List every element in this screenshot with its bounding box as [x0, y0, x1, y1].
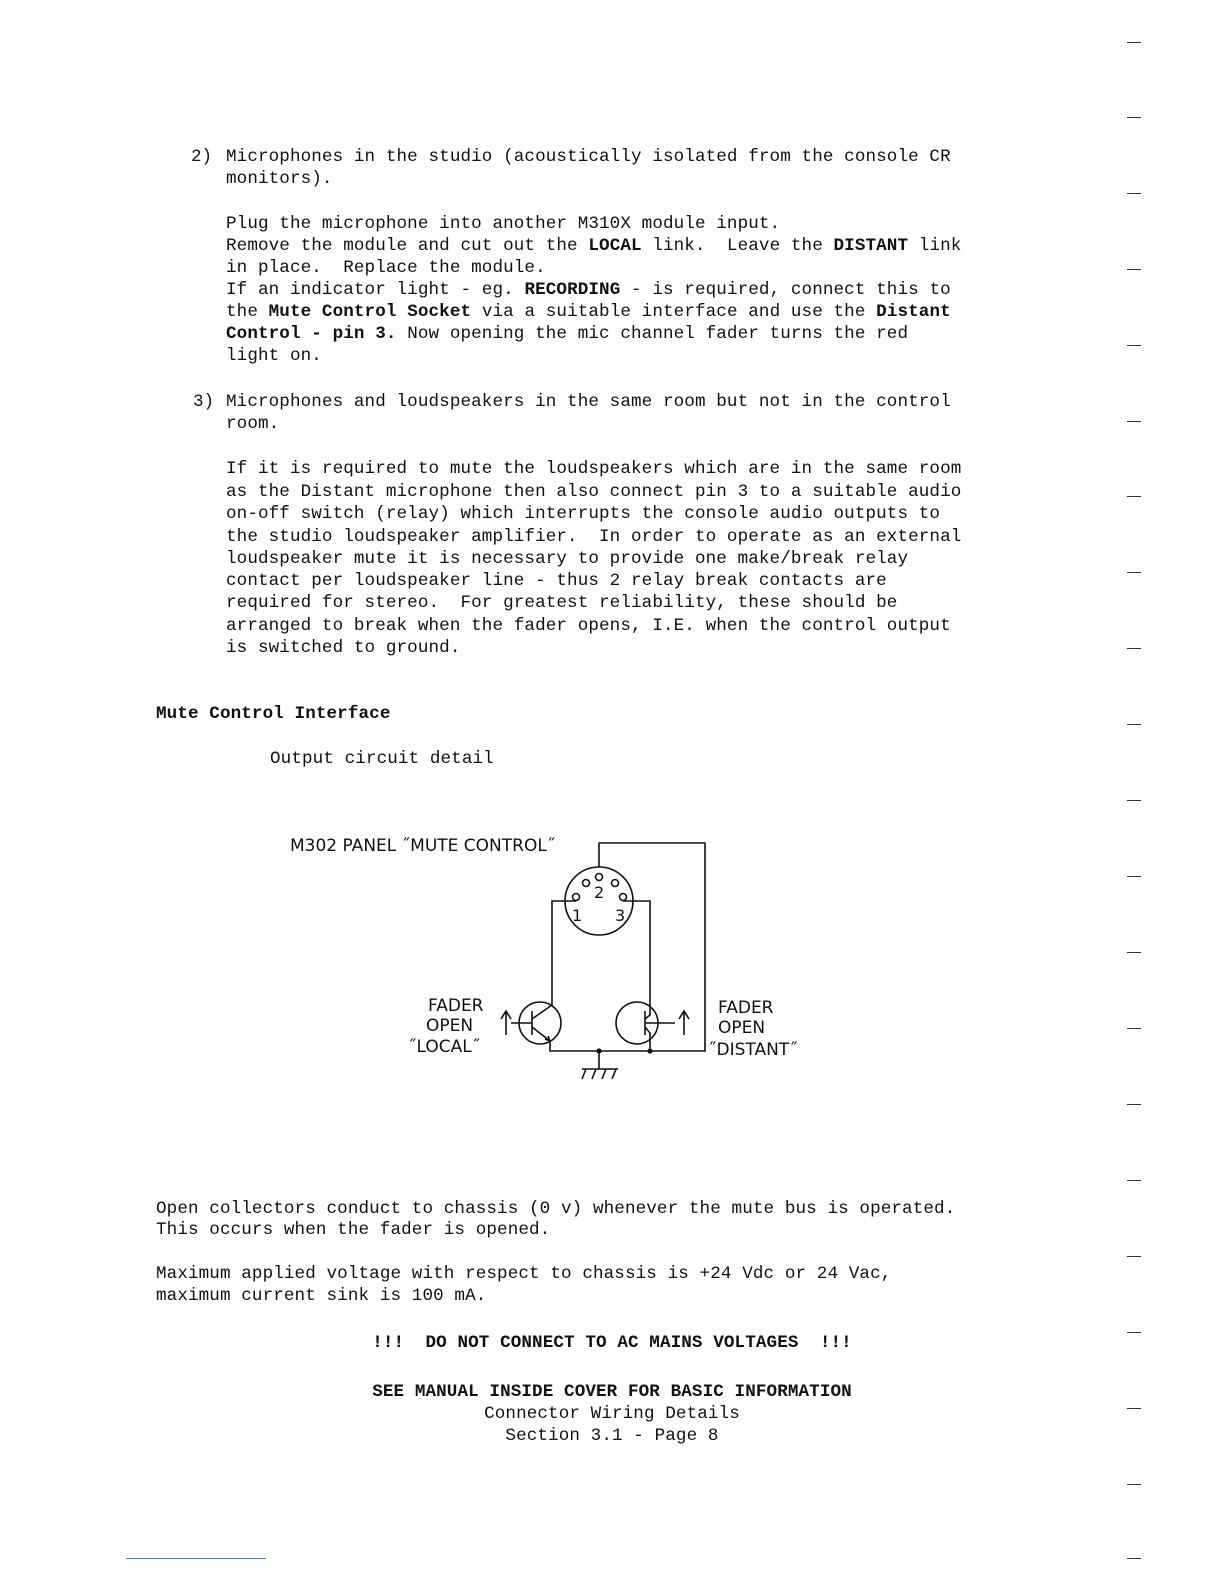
section-3-heading-line-2: room.	[226, 414, 280, 434]
arrow-local	[501, 1011, 511, 1035]
arrow-distant	[679, 1011, 689, 1035]
margin-mark	[1127, 876, 1141, 877]
margin-mark	[1127, 648, 1141, 649]
distant-label-line-2: OPEN	[718, 1018, 766, 1038]
margin-mark	[1127, 1256, 1141, 1257]
note-2-line-1: Maximum applied voltage with respect to chassis is +24 Vdc or 24 Vac,	[156, 1264, 892, 1284]
panel-label: M302 PANEL ˝MUTE CONTROL˝	[290, 836, 556, 856]
section-3-body-line-3: on-off switch (relay) which interrupts the console audio outputs to	[226, 504, 941, 524]
margin-mark	[1127, 193, 1141, 194]
section-3-body-line-8: arranged to break when the fader opens, I.E. when the control output	[226, 616, 951, 636]
margin-mark	[1127, 1408, 1141, 1409]
section-3-heading-line-1: Microphones and loudspeakers in the same room but not in the control	[226, 392, 951, 412]
section-2-body-line-3: in place. Replace the module.	[226, 258, 546, 278]
margin-mark	[1127, 800, 1141, 801]
margin-mark	[1127, 1332, 1141, 1333]
note-1-line-2: This occurs when the fader is opened.	[156, 1220, 551, 1240]
margin-mark	[1127, 724, 1141, 725]
section-2-body-line-5: the Mute Control Socket via a suitable interface and use the Distant	[226, 302, 951, 322]
section-2-body-line-7: light on.	[226, 346, 322, 366]
pin-2-wire	[599, 843, 705, 1047]
margin-mark	[1127, 42, 1141, 43]
local-label-line-1: FADER	[428, 996, 484, 1016]
pin-1-label: 1	[572, 906, 583, 925]
footer-line-2: Connector Wiring Details	[484, 1404, 740, 1424]
section-2-body-line-6: Control - pin 3. Now opening the mic channel fader turns the red	[226, 324, 909, 344]
distant-label-line-1: FADER	[718, 998, 774, 1018]
section-2-body-line-1: Plug the microphone into another M310X module input.	[226, 214, 781, 234]
margin-mark	[1127, 1180, 1141, 1181]
distant-label-line-3: ˝DISTANT˝	[708, 1040, 798, 1060]
ground-symbol	[582, 1051, 618, 1079]
local-label-line-2: OPEN	[426, 1016, 474, 1036]
pin-hole-top-right	[612, 880, 619, 887]
section-2-heading-line-1: Microphones in the studio (acoustically isolated from the console CR	[226, 147, 951, 167]
margin-mark	[1127, 1484, 1141, 1485]
margin-mark	[1127, 117, 1141, 118]
local-label-line-3: ˝LOCAL˝	[408, 1037, 481, 1057]
margin-mark	[1127, 1558, 1141, 1559]
footer-line-1: SEE MANUAL INSIDE COVER FOR BASIC INFORMATION	[372, 1382, 852, 1402]
margin-mark	[1127, 1028, 1141, 1029]
margin-mark	[1127, 572, 1141, 573]
section-3-body-line-6: contact per loudspeaker line - thus 2 relay break contacts are	[226, 571, 887, 591]
section-3-body-line-2: as the Distant microphone then also connect pin 3 to a suitable audio	[226, 482, 962, 502]
section-3-body-line-1: If it is required to mute the loudspeakers which are in the same room	[226, 459, 962, 479]
section-3-body-line-4: the studio loudspeaker amplifier. In order to operate as an external	[226, 527, 962, 547]
note-1-line-1: Open collectors conduct to chassis (0 v) whenever the mute bus is operated.	[156, 1199, 956, 1219]
margin-mark	[1127, 269, 1141, 270]
pin-2-label: 2	[594, 883, 605, 902]
output-circuit-diagram	[280, 825, 820, 1095]
footer-line-3: Section 3.1 - Page 8	[505, 1426, 719, 1446]
margin-mark	[1127, 421, 1141, 422]
section-3-body-line-7: required for stereo. For greatest reliability, these should be	[226, 593, 898, 613]
pin-hole-top-left	[583, 880, 590, 887]
section-2-heading-line-2: monitors).	[226, 169, 333, 189]
section-3-body-line-5: loudspeaker mute it is necessary to provide one make/break relay	[226, 549, 909, 569]
interface-subheading: Output circuit detail	[270, 749, 494, 769]
mains-warning: !!! DO NOT CONNECT TO AC MAINS VOLTAGES !!!	[372, 1333, 852, 1353]
pin-hole-left	[573, 894, 580, 901]
pin-3-wire	[623, 901, 650, 1003]
pin-3-label: 3	[615, 906, 626, 925]
section-2-body-line-4: If an indicator light - eg. RECORDING - is required, connect this to	[226, 280, 951, 300]
note-2-line-2: maximum current sink is 100 mA.	[156, 1286, 487, 1306]
margin-mark	[1127, 952, 1141, 953]
section-3-number: 3)	[193, 392, 215, 412]
margin-mark	[1127, 1104, 1141, 1105]
section-2-body-line-2: Remove the module and cut out the LOCAL link. Leave the DISTANT link	[226, 236, 962, 256]
interface-heading: Mute Control Interface	[156, 704, 391, 724]
pin-hole-right	[620, 894, 627, 901]
blue-rule	[126, 1558, 266, 1559]
section-3-body-line-9: is switched to ground.	[226, 638, 461, 658]
margin-mark	[1127, 496, 1141, 497]
margin-mark	[1127, 345, 1141, 346]
pin-hole-top-center	[596, 874, 603, 881]
section-2-number: 2)	[191, 147, 213, 167]
